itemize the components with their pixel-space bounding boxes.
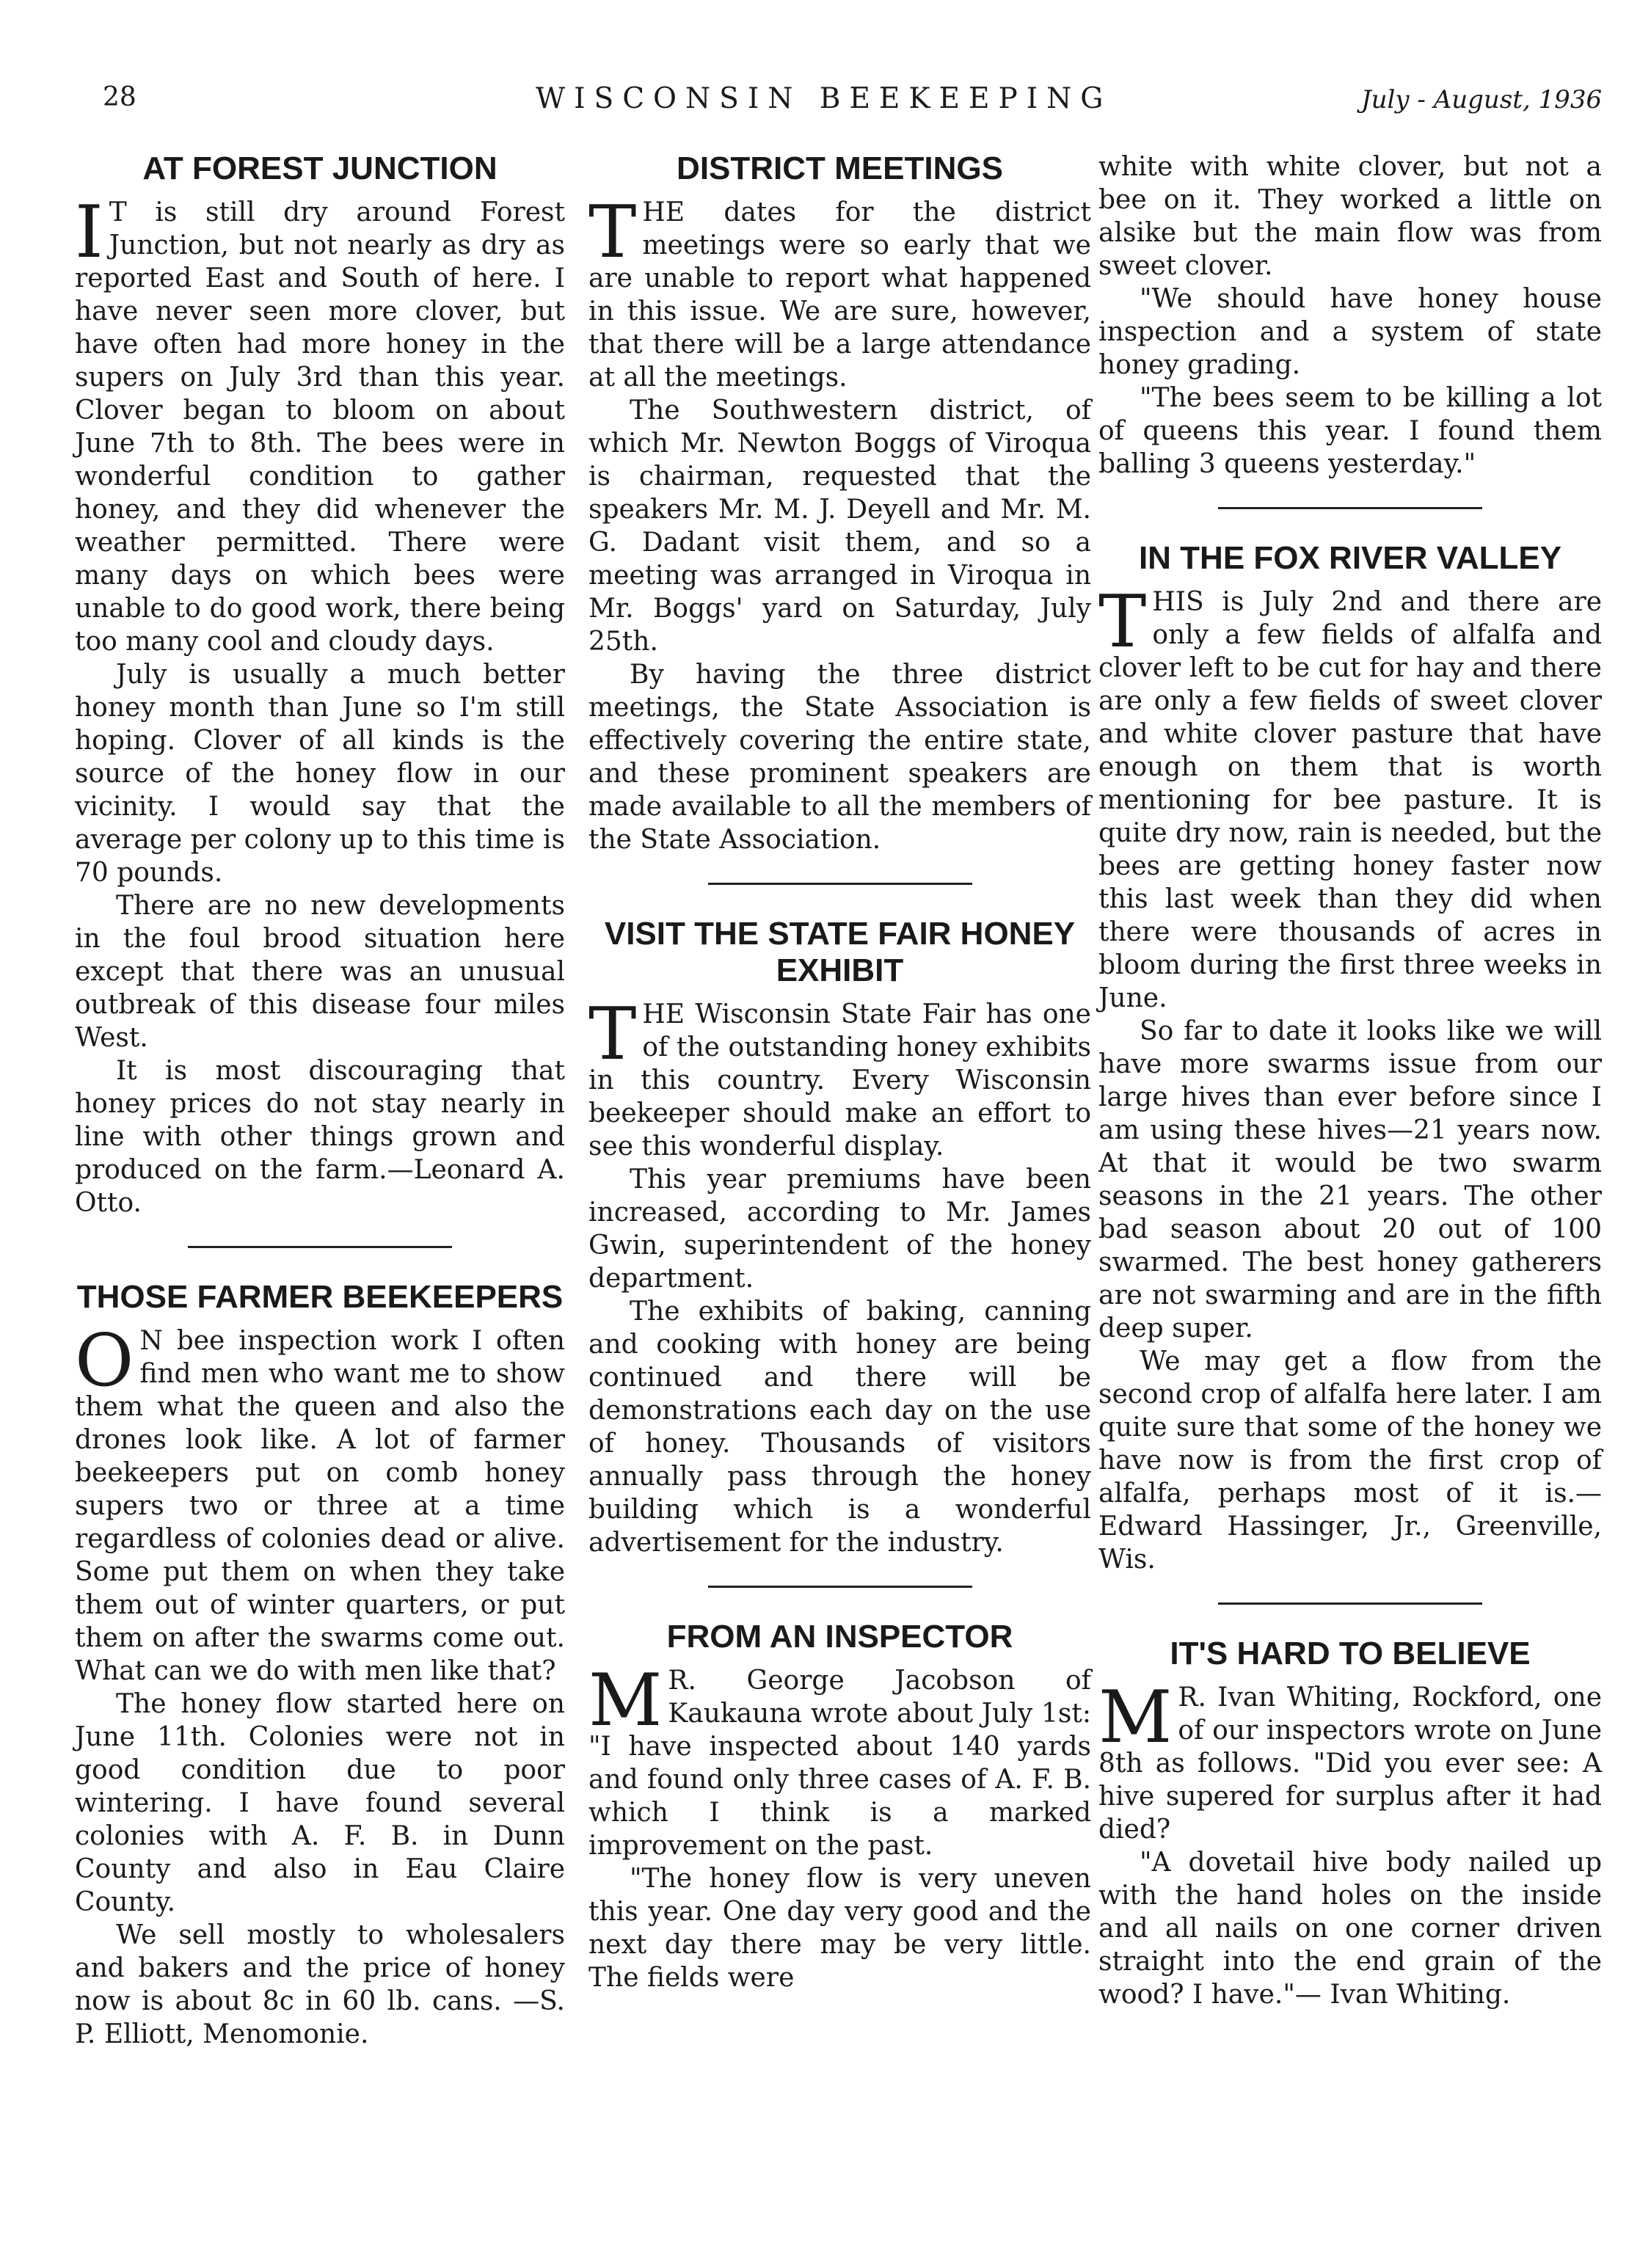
article-title: FROM AN INSPECTOR [666,1619,1013,1655]
article-title: VISIT THE STATE FAIR HONEY EXHIBIT [604,916,1076,988]
article-farmer-beekeepers [75,1279,565,2051]
article-paragraph: July is usually a much better honey month than June so I'm still hoping. Clover of all kinds is the source of the honey flow in our vicinity. I would say that the average per colony up to this time is 70 pounds. [75,660,565,888]
page-number: 28 [103,82,136,112]
journal-title: WISCONSIN BEEKEEPING [536,82,1112,115]
article-paragraph: "We should have honey house inspection and a system of state honey grading. [1098,284,1602,380]
article-state-fair [588,916,1091,1559]
column-1 [75,150,565,2051]
article-continuation [1098,150,1602,481]
article-hard-to-believe [1098,1636,1602,2011]
article-paragraph: It is most discouraging that honey prices do not stay nearly in line with other things grown and produced on the farm.—Leonard A. Otto. [75,1056,565,1218]
column-2 [588,150,1091,1994]
page-header [0,82,1651,126]
article-paragraph: "The bees seem to be killing a lot of queens this year. I found them balling 3 queens yesterday." [1098,383,1602,479]
article-paragraph: I T is still dry around Forest Junction, but not nearly as dry as reported East and South of here. I have never seen more clover, but have often had more honey in the supers on July 3rd than this year. Clover began to bloom on about June 7th to 8th. The bees were in wonderful condition to gather honey, and they did whenever the weather permitted. There were many days on which bees were unable to do good work, there being too many cool and cloudy days. [75,191,565,657]
article-title: IN THE FOX RIVER VALLEY [1138,540,1562,576]
article-paragraph: There are no new developments in the foul brood situation here except that there was an unusual outbreak of this disease four miles West. [75,891,565,1053]
article-paragraph: By having the three district meetings, the State Association is effectively covering the entire state, and these prominent speakers are made available to all the members of the State Association. [588,660,1091,855]
article-title: IT'S HARD TO BELIEVE [1170,1636,1531,1671]
drop-cap: O [75,1319,134,1403]
article-paragraph: white with white clover, but not a bee on it. They worked a little on alsike but the main flow was from sweet clover. [1098,152,1602,281]
article-title: THOSE FARMER BEEKEEPERS [76,1279,564,1315]
article-district-meetings [588,150,1091,856]
section-divider [708,1586,972,1588]
section-divider [188,1246,452,1248]
article-paragraph: THIS is July 2nd and there are only a few fields of alfalfa and clover left to be cut for hay and there are only a few fields of sweet clover and white clover pasture that have enough on them that is worth mentioning for bee pasture. It is quite dry now, rain is needed, but the bees are getting honey faster now this last week than they did when there were thousands of acres in bloom during the first three weeks in June. [1098,580,1602,1013]
article-paragraph: The Southwestern district, of which Mr. Newton Boggs of Viroqua is chairman, requested that the speakers Mr. M. J. Deyell and Mr. M. G. Dadant visit them, and so a meeting was arranged in Viroqua in Mr. Boggs' yard on Saturday, July 25th. [588,395,1091,657]
article-paragraph: THE Wisconsin State Fair has one of the outstanding honey exhibits in this country. Every Wisconsin beekeeper should make an effort to see this wonderful display. [588,993,1091,1162]
article-paragraph: So far to date it looks like we will have more swarms issue from our large hives than ever before since I am using these hives—21 years now. At that it would be two swarm seasons in the 21 years. The other bad season about 20 out of 100 swarmed. The best honey gatherers are not swarming and are in the fifth deep super. [1098,1016,1602,1343]
article-from-inspector [588,1619,1091,1994]
article-paragraph: The exhibits of baking, canning and cooking with honey are being continued and there will be demonstrations each day on the use of honey. Thousands of visitors annually pass through the honey building which is a wonderful advertisement for the industry. [588,1297,1091,1558]
article-paragraph: THE dates for the district meetings were so early that we are unable to report what happened in this issue. We are sure, however, that there will be a large attendance at all the meetings. [588,191,1091,393]
drop-cap: T [1098,580,1147,664]
drop-cap: M [1098,1676,1173,1760]
drop-cap: I [75,191,103,274]
article-paragraph: "The honey flow is very uneven this year. One day very good and the next day there may be very little. The fields were [588,1864,1091,1993]
article-paragraph: M R. George Jacobson of Kaukauna wrote about July 1st: "I have inspected about 140 yards and found only three cases of A. F. B. which I think is a marked improvement on the past. [588,1659,1091,1861]
article-paragraph: M R. Ivan Whiting, Rockford, one of our inspectors wrote on June 8th as follows. "Did you ever see: A hive supered for surplus after it had died? [1098,1676,1602,1845]
section-divider [1218,1602,1482,1605]
article-paragraph: "A dovetail hive body nailed up with the hand holes on the inside and all nails on one corner driven straight into the end grain of the wood? I have."— Ivan Whiting. [1098,1848,1602,2010]
article-fox-river-valley [1098,540,1602,1576]
article-paragraph: This year premiums have been increased, according to Mr. James Gwin, superintendent of the honey department. [588,1164,1091,1294]
article-paragraph: We sell mostly to wholesalers and bakers and the price of honey now is about 8c in 60 lb. cans. —S. P. Elliott, Menomonie. [75,1920,565,2049]
section-divider [1218,507,1482,509]
article-paragraph: The honey flow started here on June 11th. Colonies were not in good condition due to poor wintering. I have found several colonies with A. F. B. in Dunn County and also in Eau Claire County. [75,1689,565,1917]
column-3 [1098,150,1602,2011]
drop-cap: M [588,1659,663,1743]
issue-date: July - August, 1936 [1361,85,1603,114]
article-forest-junction [75,150,565,1219]
article-title: DISTRICT MEETINGS [677,150,1003,186]
article-title: AT FOREST JUNCTION [142,150,498,186]
drop-cap: T [588,993,637,1076]
article-paragraph: O N bee inspection work I often find men who want me to show them what the queen and also the drones look like. A lot of farmer beekeepers put on comb honey supers two or three at a time regardless of colonies dead or alive. Some put them on when they take them out of winter quarters, or put them on after the swarms come out. What can we do with men like that? [75,1319,565,1686]
drop-cap: T [588,191,637,274]
article-paragraph: We may get a flow from the second crop of alfalfa here later. I am quite sure that some of the honey we have now is from the first crop of alfalfa, perhaps most of it is.—Edward Hassinger, Jr., Greenville, Wis. [1098,1346,1602,1575]
section-divider [708,883,972,885]
